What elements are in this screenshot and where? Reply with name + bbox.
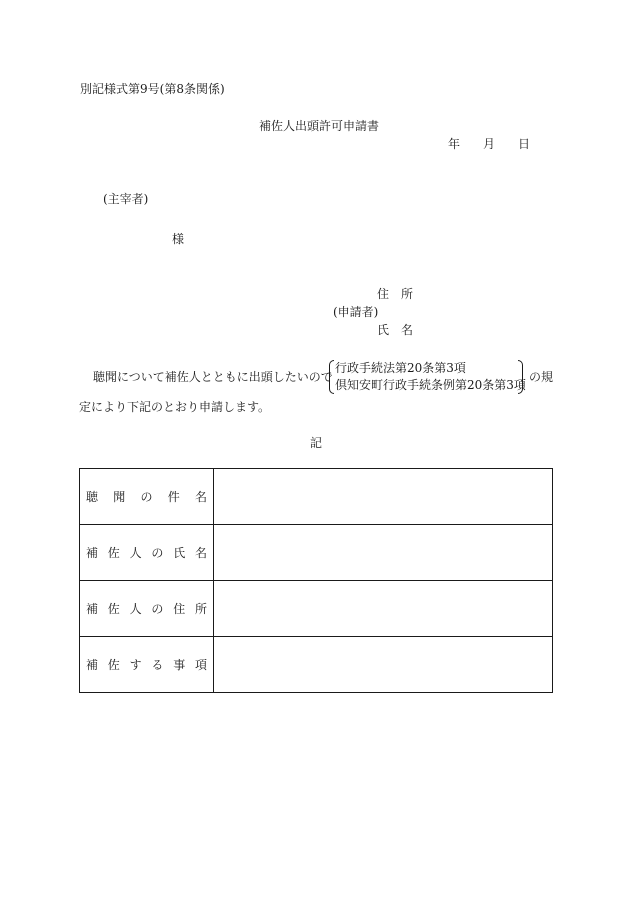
assistant-name-field[interactable]: [214, 525, 553, 581]
assisted-matters-field[interactable]: [214, 637, 553, 693]
assistant-address-field[interactable]: [214, 581, 553, 637]
label-char: の: [151, 602, 164, 616]
row-label-cell: [80, 581, 214, 637]
law-reference: 行政手続法第20条第3項: [335, 361, 466, 375]
application-text-continued: 定により下記のとおり申請します。: [79, 400, 271, 414]
assistant-address-label: [86, 600, 207, 617]
ki-heading: 記: [310, 436, 323, 450]
label-char: 氏: [173, 546, 186, 560]
table-row: [80, 469, 553, 525]
label-char: 名: [194, 490, 207, 504]
label-char: の: [151, 546, 164, 560]
ordinance-reference: 倶知安町行政手続条例第20条第3項: [335, 378, 526, 392]
form-number: 別記様式第9号(第8条関係): [80, 82, 225, 96]
label-char: 人: [129, 602, 142, 616]
address-label: 住 所: [377, 287, 414, 301]
application-text-end: の規: [529, 370, 554, 384]
row-label-cell: [80, 469, 214, 525]
label-char: 補: [86, 602, 99, 616]
label-char: 住: [173, 602, 186, 616]
assistant-name-label: [86, 544, 207, 561]
label-char: 補: [86, 546, 99, 560]
name-label: 氏 名: [377, 323, 414, 337]
label-char: 事: [173, 658, 186, 672]
label-char: 項: [194, 658, 207, 672]
honorific-label: 様: [172, 232, 185, 246]
label-char: 佐: [107, 546, 120, 560]
label-char: る: [151, 658, 164, 672]
record-table: [79, 468, 553, 693]
assisted-matters-label: [86, 656, 207, 673]
right-bracket: [518, 360, 523, 394]
date-year-label: 年: [448, 137, 461, 151]
table-row: [80, 525, 553, 581]
hearing-subject-field[interactable]: [214, 469, 553, 525]
document-title: 補佐人出頭許可申請書: [259, 119, 380, 133]
label-char: 佐: [107, 602, 120, 616]
table-row: [80, 581, 553, 637]
date-month-label: 月: [483, 137, 496, 151]
label-char: 所: [194, 602, 207, 616]
label-char: の: [140, 490, 153, 504]
row-label-cell: [80, 525, 214, 581]
label-char: 人: [129, 546, 142, 560]
table-row: [80, 637, 553, 693]
label-char: 補: [86, 658, 99, 672]
organizer-label: (主宰者): [103, 192, 149, 206]
application-text-start: 聴聞について補佐人とともに出頭したいので: [93, 370, 333, 384]
label-char: 聴: [86, 490, 99, 504]
row-label-cell: [80, 637, 214, 693]
label-char: 佐: [107, 658, 120, 672]
left-bracket: [329, 360, 334, 394]
label-char: 件: [167, 490, 180, 504]
label-char: す: [129, 658, 142, 672]
applicant-label: (申請者): [333, 305, 379, 319]
date-day-label: 日: [518, 137, 531, 151]
label-char: 聞: [113, 490, 126, 504]
hearing-subject-label: [86, 488, 207, 505]
label-char: 名: [194, 546, 207, 560]
